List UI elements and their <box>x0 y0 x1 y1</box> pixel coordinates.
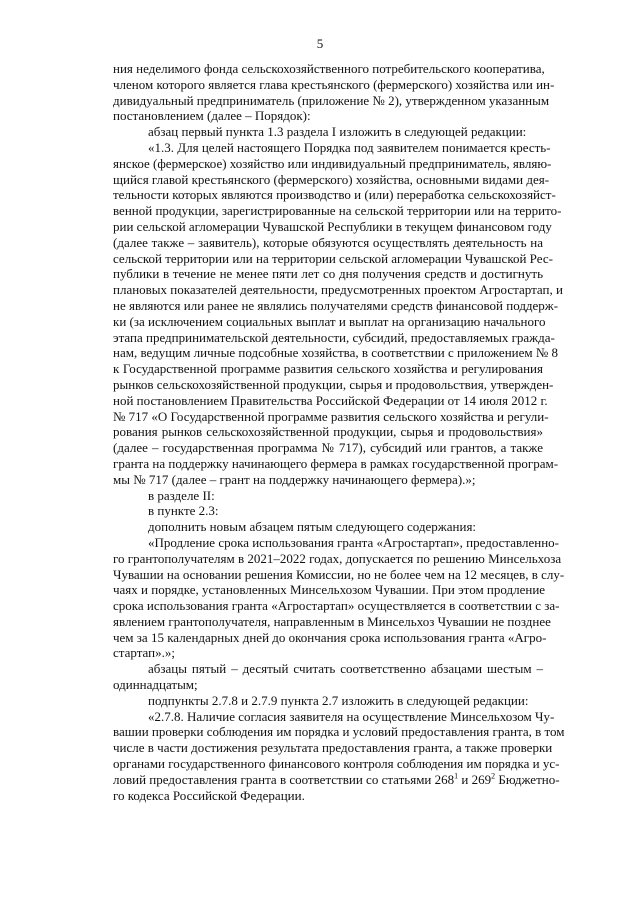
text-line: рии сельской агломерации Чувашской Республики в текущем финансовом году <box>113 218 552 234</box>
text-line: подпункты 2.7.8 и 2.7.9 пункта 2.7 изложить в следующей редакции: <box>148 692 529 708</box>
text-line: «2.7.8. Наличие согласия заявителя на осуществление Минсельхозом Чу- <box>148 708 555 724</box>
text-line: чаях и порядке, установленных Минсельхозом Чувашии. При этом продление <box>113 582 546 598</box>
text-line: «1.3. Для целей настоящего Порядка под заявителем понимается кресть- <box>148 139 551 155</box>
text-line: венной продукции, зарегистрированные на сельской территории или на террито- <box>113 203 562 219</box>
text-line: го кодекса Российской Федерации. <box>113 787 305 803</box>
text-line: ния неделимого фонда сельскохозяйственного потребительского кооператива, <box>113 61 545 76</box>
text-line: чем за 15 календарных дней до окончания срока использования гранта «Агро- <box>113 629 547 645</box>
text-line: членом которого является глава крестьянского (фермерского) хозяйства или ин- <box>113 76 555 92</box>
text-line: срока использования гранта «Агростартап» осуществляется в соответствии с за- <box>113 598 560 614</box>
page-number: 5 <box>316 36 324 51</box>
text-line: ки (за исключением социальных выплат и выплат на организацию начального <box>113 313 546 329</box>
text-line: янское (фермерское) хозяйство или индивидуальный предприниматель, являю- <box>113 155 552 171</box>
text-line <box>113 771 560 788</box>
text-line: вашии проверки соблюдения им порядка и условий предоставления гранта, в том <box>113 724 565 740</box>
text-line: абзац первый пункта 1.3 раздела I изложить в следующей редакции: <box>148 124 527 140</box>
text-span: Бюджетно- <box>495 771 560 787</box>
text-line: одиннадцатым; <box>113 677 198 693</box>
text-line: гранта на поддержку начинающего фермера в рамках государственной програм- <box>113 455 559 471</box>
text-line: числе в части достижения результата предоставления гранта, а также проверки <box>113 740 553 756</box>
superscript: 2 <box>491 771 496 781</box>
text-line: к Государственной программе развития сельского хозяйства и регулирования <box>113 361 543 377</box>
text-line: нам, ведущим личные подсобные хозяйства, в соответствии с приложением № 8 <box>113 345 559 361</box>
text-line: плановых показателей деятельности, предусмотренных проектом Агростартап, и <box>113 282 563 298</box>
text-line: органами государственного финансового контроля соблюдения им порядка и ус- <box>113 756 560 772</box>
text-line: тельности которых являются производство и (или) переработка сельскохозяйст- <box>113 187 556 203</box>
text-line: (далее также – заявитель), которые обязуются осуществлять деятельность на <box>113 234 543 250</box>
text-span: ловий предоставления гранта в соответствии со статьями 268 <box>113 771 455 787</box>
text-line: (далее – государственная программа № 717), субсидий или грантов, а также <box>113 440 543 456</box>
text-line: ной постановлением Правительства Российской Федерации от 14 июля 2012 г. <box>113 392 548 408</box>
text-line: в разделе II: <box>148 487 215 503</box>
superscript: 1 <box>454 771 459 781</box>
text-line: этапа предпринимательской деятельности, субсидий, предоставляемых гражда- <box>113 329 555 345</box>
text-line: рования рынков сельскохозяйственной продукции, сырья и продовольствия» <box>113 424 543 440</box>
text-line: публики в течение не менее пяти лет со дня получения средств и достигнуть <box>113 266 543 282</box>
text-line: дополнить новым абзацем пятым следующего содержания: <box>148 519 477 535</box>
text-line: рынков сельскохозяйственной продукции, сырья и продовольствия, утвержден- <box>113 376 554 392</box>
text-line: щийся главой крестьянского (фермерского) хозяйства, основными видами дея- <box>113 171 550 187</box>
text-line: в пункте 2.3: <box>148 503 219 519</box>
text-line: № 717 «О Государственной программе развития сельского хозяйства и регули- <box>113 408 549 424</box>
text-line: явлением грантополучателя, направленным в Минсельхоз Чувашии не позднее <box>113 613 551 629</box>
document-body <box>113 61 565 803</box>
text-line: мы № 717 (далее – грант на поддержку начинающего фермера).»; <box>113 471 476 487</box>
text-line: стартап».»; <box>113 645 175 661</box>
text-line: дивидуальный предприниматель (приложение № 2), утвержденном указанным <box>113 92 550 108</box>
text-line: сельской территории или на территории сельской агломерации Чувашской Рес- <box>113 250 553 266</box>
text-line: Чувашии на основании решения Комиссии, но не более чем на 12 месяцев, в слу- <box>113 566 565 582</box>
text-span: и 269 <box>458 771 492 787</box>
text-line: «Продление срока использования гранта «Агростартап», предоставленно- <box>148 534 560 550</box>
text-line: го грантополучателям в 2021–2022 годах, допускается по решению Минсельхоза <box>113 550 562 566</box>
text-line: постановлением (далее – Порядок): <box>113 108 311 124</box>
text-line: абзацы пятый – десятый считать соответственно абзацами шестым – <box>148 661 543 677</box>
text-line: не являются или ранее не являлись получателями средств финансовой поддерж- <box>113 297 559 313</box>
